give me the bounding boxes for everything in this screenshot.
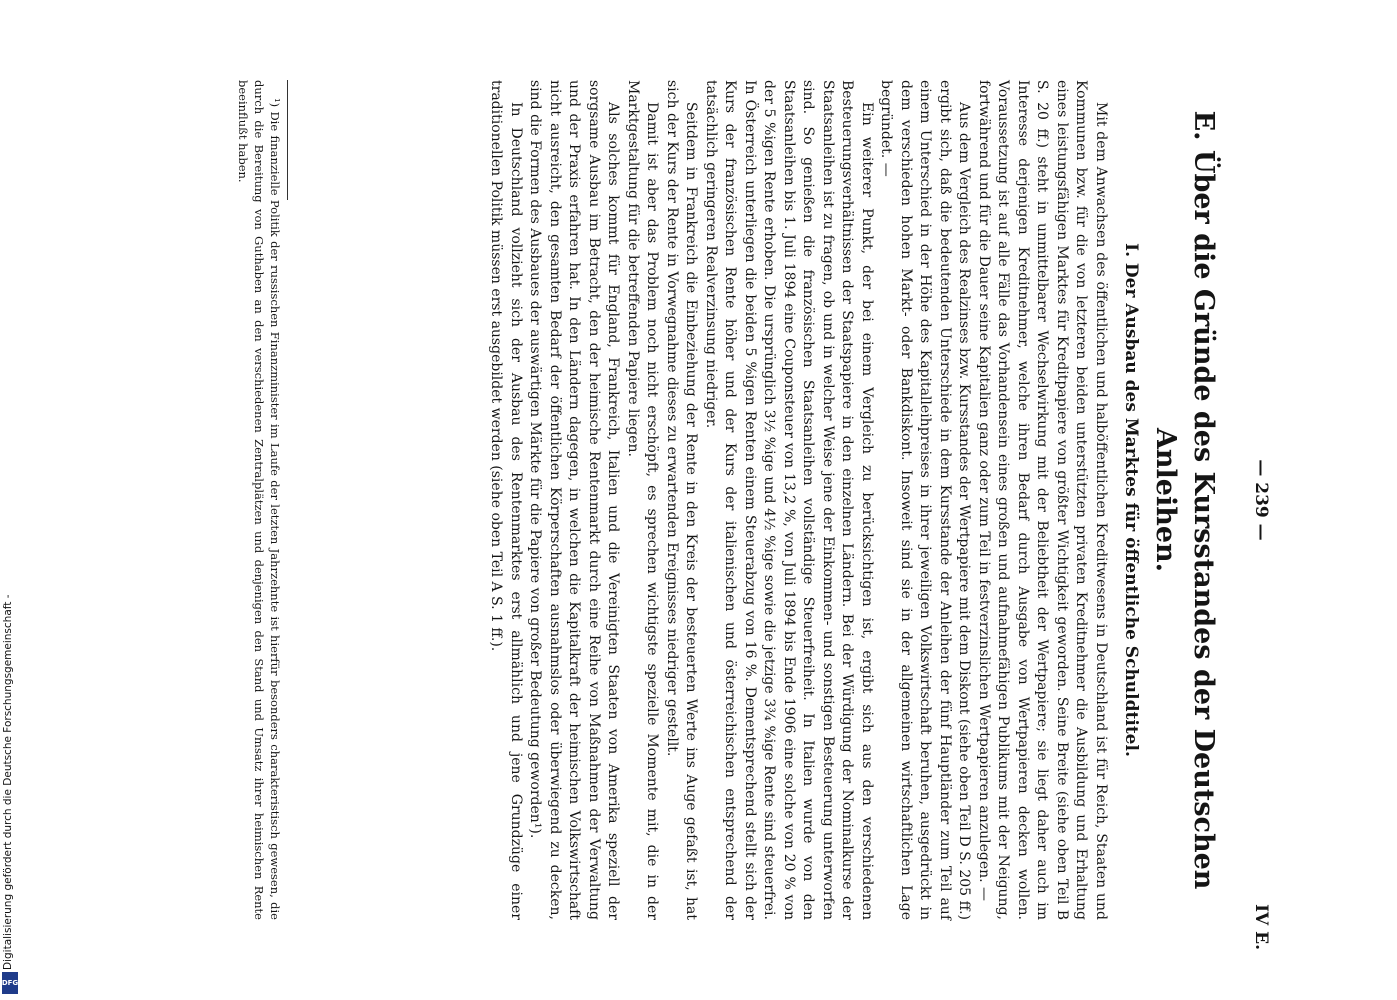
- dfg-logo-text: DFG: [1, 979, 19, 987]
- rotated-book-page: [150, 50, 1270, 950]
- body-text: [486, 80, 1110, 920]
- page-header: [1246, 50, 1270, 950]
- digitization-credit: [0, 0, 20, 1000]
- page-number: — 239 —: [1251, 459, 1271, 541]
- paragraph: In Deutschland vollzieht sich der Ausbau des Rentenmarktes erst allmählich und jene Grundzüge einer traditionellen Politik müssen erst ausgebildet werden (siehe oben Teil A S. 1 ff.).: [488, 80, 524, 920]
- chapter-title: E. Über die Gründe des Kursstandes der Deutschen Anleihen.: [1150, 110, 1219, 890]
- section-mark: IV E.: [1251, 904, 1271, 950]
- paragraph: Mit dem Anwachsen des öffentlichen und halböffentlichen Kreditwesens in Deutschland ist für Reich, Staaten und Kommunen bzw. für die von letzteren beiden unterstützten privaten Kreditnehmer die Ausbildung und Erhaltung eines leistungsfähigen Marktes für Kreditpapiere von größter Wichtigkeit geworden. Seine Breite (siehe oben Teil B S. 20 ff.) steht in unmittelbarer Wechselwirkung mit der Beliebtheit der Wertpapiere; sie liegt daher auch im Interesse derjenigen Kreditnehmer, welche ihren Bedarf durch Ausgabe von Wertpapieren decken wollen. Voraussetzung ist auf alle Fälle das Vorhandensein eines großen und aufnahmefähigen Publikums mit der Neigung, fortwährend und für die Dauer seine Kapitalien ganz oder zum Teil in festverzinslichen Wertpapieren anzulegen. —: [976, 80, 1109, 920]
- dfg-logo: [2, 972, 18, 994]
- paragraph: Ein weiterer Punkt, der bei einem Vergleich zu berücksichtigen ist, ergibt sich aus den verschiedenen Besteuerungsverhältnissen der Staatspapiere in den einzelnen Ländern. Bei der Würdigung der Nominalkurse der Staatsanleihen ist zu fragen, ob und in welcher Weise jene der Einkommen- und sonstigen Besteuerung unterworfen sind. So genießen die französischen Staatsanleihen vollständige Steuerfreiheit. In Italien wurde von den Staatsanleihen bis 1. Juli 1894 eine Couponsteuer von 13,2 %, von Juli 1894 bis Ende 1906 eine solche von 20 % von der 5 %igen Rente erhoben. Die ursprünglich 3½ %ige und 4½ %ige sowie die jetzige 3¾ %ige Rente sind steuerfrei. In Österreich unterliegen die beiden 5 %igen Renten einem Steuerabzug von 16 %. Dementsprechend stellt sich der Kurs der französischen Rente höher und der Kurs der italienischen und österreichischen entsprechend der tatsächlich geringeren Realverzinsung niedriger.: [703, 80, 875, 920]
- footnotes: [235, 80, 288, 920]
- paragraph: Aus dem Vergleich des Realzinses bzw. Kursstandes der Wertpapiere mit dem Diskont (siehe oben Teil D S. 205 ff.) ergibt sich, daß die bedeutenden Unterschiede in dem Kursstande der Anleihen der fünf Hauptländer zum Teil auf einem Unterschied in der Höhe des Kapitalleihpreises in ihrer jeweiligen Volkswirtschaft beruhen, ausgedrückt in dem verschieden hohen Markt- oder Bankdiskont. Insoweit sind sie in der allgemeinen wirtschaftlichen Lage begründet. —: [878, 80, 973, 920]
- paragraph: Seitdem in Frankreich die Einbeziehung der Rente in den Kreis der besteuerten Werte ins Auge gefaßt ist, hat sich der Kurs der Rente in Vorwegnahme dieses zu erwartenden Ereignisses niedriger gestellt.: [664, 80, 700, 920]
- digitization-credit-text: Digitalisierung gefördert durch die Deutsche Forschungsgemeinschaft -: [2, 594, 14, 970]
- paragraph: Damit ist aber das Problem noch nicht erschöpft, es sprechen wichtigste spezielle Momente mit, die in der Marktgestaltung für die betreffenden Papiere liegen.: [625, 80, 661, 920]
- paragraph: Als solches kommt für England, Frankreich, Italien und die Vereinigten Staaten von Amerika speziell der sorgsame Ausbau im Betracht, den der heimische Rentenmarkt durch eine Reihe von Maßnahmen der Verwaltung und der Praxis erfahren hat. In den Ländern dagegen, in welchen die Kapitalkraft der heimischen Volkswirtschaft nicht ausreicht, den gesamten Bedarf der öffentlichen Körperschaften ausnahmslos oder überwiegend zu decken, sind die Formen des Ausbaues der auswärtigen Märkte für die Papiere von großer Bedeutung geworden¹).: [527, 80, 622, 920]
- section-heading: I. Der Ausbau des Marktes für öffentliche Schuldtitel.: [1121, 243, 1141, 757]
- footnote: ¹) Die finanzielle Politik der russischen Finanzminister im Laufe der letzten Jahrzehnte ist hierfür besonders charakteristisch gewesen, die durch die Bereitung von Guthaben an den verschiedenen Zentralplätzen und denjenigen den Stand und Umsatz ihrer heimischen Rente beeinflußt haben.: [236, 80, 282, 920]
- footnote-divider: [287, 80, 288, 200]
